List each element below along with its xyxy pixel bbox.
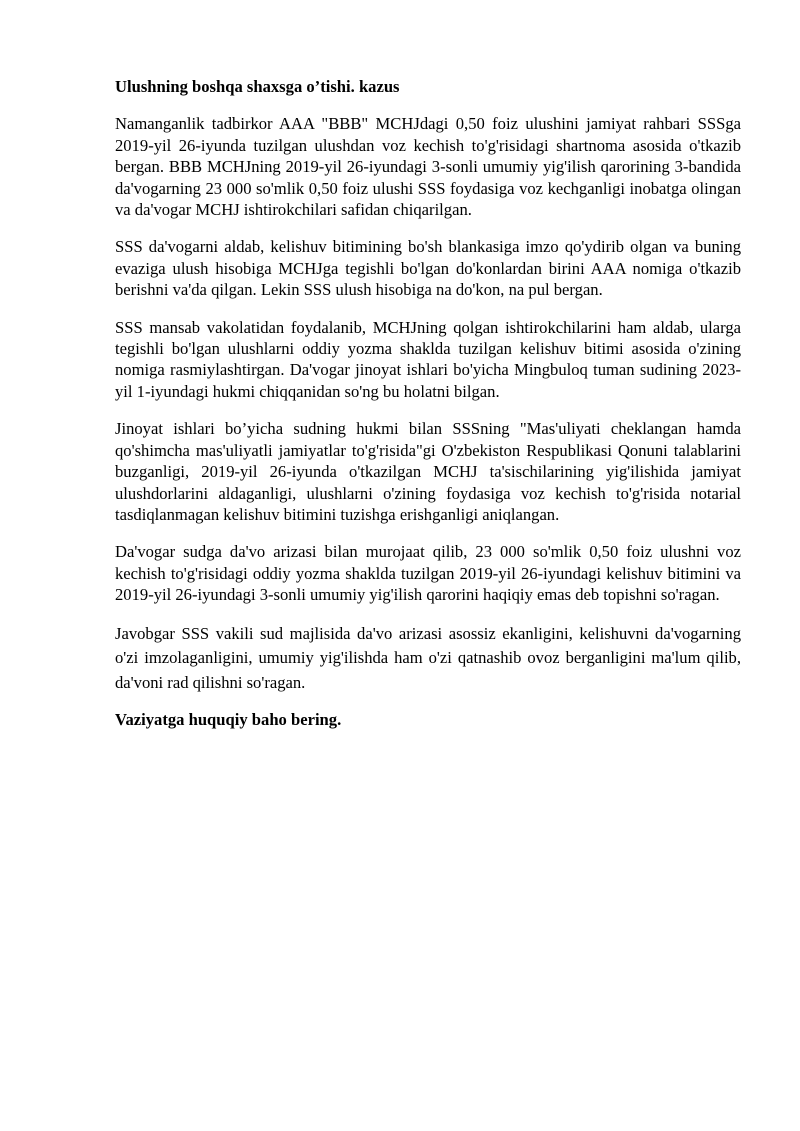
paragraph-4: Jinoyat ishlari bo’yicha sudning hukmi bilan SSSning "Mas'uliyati cheklangan hamda qo'shimcha mas'uliyatli jamiyatlar to'g'risida"gi O'zbekiston Respublikasi Qonuni talablarini buzganligi, 2019-yil 26-iyunda o'tkazilgan MCHJ ta'sischilarining yig'ilishida jamiyat ulushdorlarini aldaganligi, ulushlarni o'zining foydasiga voz kechish to'g'risida notarial tasdiqlanmagan kelishuv bitimini tuzishga erishganligi aniqlangan. bbox=[115, 419, 741, 524]
paragraph-6: Javobgar SSS vakili sud majlisida da'vo arizasi asossiz ekanligini, kelishuvni da'vogarning o'zi imzolaganligini, umumiy yig'ilishda ham o'zi qatnashib ovoz berganligini ma'lum qilib, da'voni rad qilishni so'ragan. bbox=[115, 623, 741, 692]
paragraph-1: Namanganlik tadbirkor AAA "BBB" MCHJdagi 0,50 foiz ulushini jamiyat rahbari SSSga 2019-yil 26-iyunda tuzilgan ulushdan voz kechish to'g'risidagi shartnoma asosida o'tkazib bergan. BBB MCHJning 2019-yil 26-iyundagi 3-sonli umumiy yig'ilish qarorining 3-bandida da'vogarning 23 000 so'mlik 0,50 foiz ulushi SSS foydasiga voz kechganligi inobatga olingan va da'vogar MCHJ ishtirokchilari safidan chiqarilgan. bbox=[115, 114, 741, 220]
document-title: Ulushning boshqa shaxsga o’tishi. kazus bbox=[115, 77, 400, 96]
paragraph-2: SSS da'vogarni aldab, kelishuv bitimining bo'sh blankasiga imzo qo'ydirib olgan va buning evaziga ulush hisobiga MCHJga tegishli bo'lgan do'konlardan birini AAA nomiga o'tkazib berishni va'da qilgan. Lekin SSS ulush hisobiga na do'kon, na pul bergan. bbox=[115, 237, 741, 300]
document-page bbox=[115, 76, 741, 730]
paragraph-3: SSS mansab vakolatidan foydalanib, MCHJning qolgan ishtirokchilarini ham aldab, ularga tegishli bo'lgan ulushlarni oddiy yozma shaklda tuzilgan kelishuv bitimi asosida o'zining nomiga rasmiylashtirgan. Da'vogar jinoyat ishlari bo'yicha Mingbuloq tuman sudining 2023-yil 1-iyundagi hukmi chiqqanidan so'ng bu holatni bilgan. bbox=[115, 317, 741, 401]
task-heading: Vaziyatga huquqiy baho bering. bbox=[115, 710, 342, 730]
paragraph-5: Da'vogar sudga da'vo arizasi bilan murojaat qilib, 23 000 so'mlik 0,50 foiz ulushni voz kechish to'g'risidagi oddiy yozma shaklda tuzilgan 2019-yil 26-iyundagi kelishuv bitimini va 2019-yil 26-iyundagi 3-sonli umumiy yig'ilish qarorini haqiqiy emas deb topishni so'ragan. bbox=[115, 542, 741, 605]
